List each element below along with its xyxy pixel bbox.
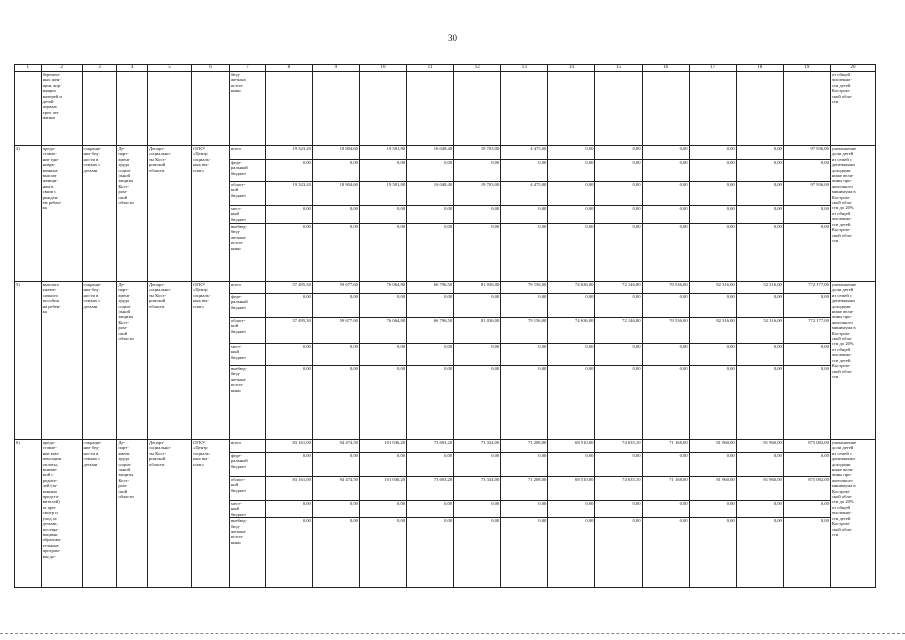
amount-cell: 0,00 xyxy=(736,224,783,282)
amount-cell: 0,00 xyxy=(359,160,406,182)
amount-cell: 0,00 xyxy=(265,344,312,366)
amount-cell: 0,00 xyxy=(454,344,501,366)
amount-cell: 0,00 xyxy=(501,501,548,518)
amount-cell: 81 036,00 xyxy=(454,318,501,344)
amount-cell: 97 936,00 xyxy=(783,182,830,206)
amount-cell: 0,00 xyxy=(783,453,830,477)
amount-cell: 0,00 xyxy=(689,501,736,518)
amount-cell: 73 334,00 xyxy=(454,440,501,453)
amount-cell: 0,00 xyxy=(407,206,454,224)
column-number-row xyxy=(15,65,876,72)
amount-cell: 71 208,00 xyxy=(501,477,548,501)
amount-cell: 0,00 xyxy=(689,518,736,588)
amount-cell: 0,00 xyxy=(595,344,642,366)
amount-cell: 59 677,60 xyxy=(312,318,359,344)
continued-row xyxy=(15,72,876,146)
target-indicator: уменьшение доли детей из семей с денежными доходами ниже вели- чины про- житочного минимума в Костром- ской обла- сти до 20% от общей численно- сти детей Костром- ской обла- сти xyxy=(830,440,875,588)
amount-cell: 19 323,20 xyxy=(265,146,312,160)
amount-cell: 0,00 xyxy=(265,224,312,282)
funding-source: област- ной бюджет xyxy=(229,477,265,501)
amount-cell: 0,00 xyxy=(407,344,454,366)
amount-cell: 772 177,00 xyxy=(783,282,830,294)
amount-cell: 0,00 xyxy=(501,206,548,224)
funding-source: внебюд- бюд- жетные источ- ники xyxy=(229,224,265,282)
amount-cell: 73 693,20 xyxy=(407,440,454,453)
amount-cell: 19 581,80 xyxy=(359,146,406,160)
amount-cell: 0,00 xyxy=(642,453,689,477)
executing-organization: ОГКУ «Центр социаль- ных вы- плат» xyxy=(192,282,230,440)
amount-cell: 0,00 xyxy=(642,182,689,206)
co-executor: Депарз- социально- ты Кост- ромской области xyxy=(148,146,192,282)
measure-index: 4) xyxy=(15,146,42,282)
funding-source: област- ной бюджет xyxy=(229,318,265,344)
amount-cell: 76 064,80 xyxy=(359,282,406,294)
column-number: 15 xyxy=(595,65,642,72)
amount-cell: 73 693,20 xyxy=(407,477,454,501)
amount-cell: 94 474,50 xyxy=(312,477,359,501)
amount-cell: 0,00 xyxy=(548,294,595,318)
amount-cell: 0,00 xyxy=(312,518,359,588)
amount-cell: 0,00 xyxy=(642,518,689,588)
continued-indicator: от общей численно- сти детей Костром- ской обла- сти xyxy=(830,72,875,146)
amount-cell: 74 636,00 xyxy=(548,318,595,344)
amount-cell: 94 474,50 xyxy=(312,440,359,453)
column-number: 14 xyxy=(548,65,595,72)
amount-cell: 0,00 xyxy=(642,294,689,318)
amount-cell: 57 495,30 xyxy=(265,282,312,294)
amount-cell: 0,00 xyxy=(689,224,736,282)
amount-cell: 0,00 xyxy=(642,224,689,282)
amount-cell: 0,00 xyxy=(312,344,359,366)
amount-cell: 0,00 xyxy=(642,146,689,160)
amount-cell: 0,00 xyxy=(312,206,359,224)
page-bottom-rule xyxy=(0,633,905,634)
amount-cell: 0,00 xyxy=(454,366,501,440)
amount-cell: 0,00 xyxy=(783,224,830,282)
amount-cell: 0,00 xyxy=(548,501,595,518)
amount-cell: 70 536,00 xyxy=(642,318,689,344)
column-number: 6 xyxy=(192,65,230,72)
column-number: 8 xyxy=(265,65,312,72)
column-number: 5 xyxy=(148,65,192,72)
amount-cell: 0,00 xyxy=(736,206,783,224)
amount-cell: 66 796,50 xyxy=(407,318,454,344)
amount-cell: 71 168,00 xyxy=(642,440,689,453)
amount-cell: 0,00 xyxy=(642,344,689,366)
amount-cell: 0,00 xyxy=(689,453,736,477)
amount-cell: 81 960,00 xyxy=(689,477,736,501)
amount-cell: 18 804,60 xyxy=(312,146,359,160)
amount-cell: 0,00 xyxy=(407,366,454,440)
amount-cell: 0,00 xyxy=(595,518,642,588)
funding-source: всего xyxy=(229,440,265,453)
funding-source: феде- ральный бюджет xyxy=(229,453,265,477)
amount-cell: 0,00 xyxy=(359,206,406,224)
target-indicator: уменьшение доли детей из семей с денежными доходами ниже вели- чины про- житочного минимума в Костром- ской обла- сти до 20% от общей численно- сти детей Костром- ской обла- сти xyxy=(830,282,875,440)
amount-cell: 0,00 xyxy=(736,453,783,477)
amount-cell: 0,00 xyxy=(407,294,454,318)
funding-source: мест- ный бюджет xyxy=(229,501,265,518)
amount-cell: 0,00 xyxy=(548,160,595,182)
amount-cell: 0,00 xyxy=(407,518,454,588)
amount-cell: 0,00 xyxy=(312,501,359,518)
funding-source: внебюд- бюд- жетные источ- ники xyxy=(229,518,265,588)
funding-source: внебюд- бюд- жетные источ- ники xyxy=(229,366,265,440)
amount-cell: 0,00 xyxy=(689,160,736,182)
amount-cell: 74 635,10 xyxy=(595,440,642,453)
amount-cell: 83 161,00 xyxy=(265,477,312,501)
amount-cell: 0,00 xyxy=(501,453,548,477)
funding-source: всего xyxy=(229,146,265,160)
amount-cell: 66 796,50 xyxy=(407,282,454,294)
amount-cell: 0,00 xyxy=(312,453,359,477)
responsible-agency: Де- парт- амент труда социа- льной защиты Кост- ром- ской области xyxy=(117,146,148,282)
amount-cell: 52 316,00 xyxy=(736,318,783,344)
amount-cell: 79 156,00 xyxy=(501,318,548,344)
amount-cell: 0,00 xyxy=(312,294,359,318)
amount-cell: 0,00 xyxy=(265,206,312,224)
amount-cell: 0,00 xyxy=(736,501,783,518)
amount-cell: 0,00 xyxy=(454,206,501,224)
amount-cell: 83 161,00 xyxy=(265,440,312,453)
amount-cell: 0,00 xyxy=(689,344,736,366)
column-number: 19 xyxy=(783,65,830,72)
column-number: 7 xyxy=(229,65,265,72)
amount-cell: 82 316,00 xyxy=(689,318,736,344)
amount-cell: 79 156,00 xyxy=(501,282,548,294)
amount-cell: 101 036,20 xyxy=(359,477,406,501)
amount-cell: 0,00 xyxy=(736,160,783,182)
amount-cell: 0,00 xyxy=(548,366,595,440)
funding-source: мест- ный бюджет xyxy=(229,206,265,224)
amount-cell: 0,00 xyxy=(454,501,501,518)
amount-cell: 0,00 xyxy=(736,366,783,440)
column-number: 18 xyxy=(736,65,783,72)
amount-cell: 0,00 xyxy=(783,344,830,366)
amount-cell: 0,00 xyxy=(689,182,736,206)
amount-cell: 52 316,00 xyxy=(736,282,783,294)
column-number: 9 xyxy=(312,65,359,72)
amount-cell: 0,00 xyxy=(454,160,501,182)
amount-cell: 19 323,20 xyxy=(265,182,312,206)
measure-row xyxy=(15,146,876,160)
amount-cell: 875 082,00 xyxy=(783,440,830,453)
amount-cell: 0,00 xyxy=(595,453,642,477)
amount-cell: 0,00 xyxy=(454,294,501,318)
amount-cell: 16 048,40 xyxy=(407,146,454,160)
measure-name: выплата ежеме- сячного пособия на ребен- ка xyxy=(41,282,82,440)
measure-name: предо- ставле- ние ком- пенсации оплаты, взимае- мой с родите- лей (за- конных предста- вителей) за при- смотр и уход за детьми, посеща- ющими образова- тельные програм- мы до- xyxy=(41,440,82,588)
amount-cell: 0,00 xyxy=(548,182,595,206)
amount-cell: 0,00 xyxy=(595,294,642,318)
page-number: 30 xyxy=(448,33,457,43)
amount-cell: 0,00 xyxy=(736,146,783,160)
executing-organization: ОГКУ «Центр социаль- ных вы- плат» xyxy=(192,146,230,282)
amount-cell: 0,00 xyxy=(265,518,312,588)
amount-cell: 0,00 xyxy=(736,344,783,366)
amount-cell: 0,00 xyxy=(642,366,689,440)
amount-cell: 0,00 xyxy=(407,160,454,182)
funding-source: област- ной бюджет xyxy=(229,182,265,206)
amount-cell: 0,00 xyxy=(595,182,642,206)
amount-cell: 72 146,80 xyxy=(595,318,642,344)
amount-cell: 81 960,00 xyxy=(689,440,736,453)
amount-cell: 0,00 xyxy=(501,344,548,366)
amount-cell: 0,00 xyxy=(265,366,312,440)
measure-goal: сокраще- ние бед- ности в семьях с детьми xyxy=(82,282,117,440)
amount-cell: 57 495,30 xyxy=(265,318,312,344)
column-number: 2 xyxy=(41,65,82,72)
column-number: 17 xyxy=(689,65,736,72)
amount-cell: 0,00 xyxy=(783,294,830,318)
amount-cell: 0,00 xyxy=(265,160,312,182)
amount-cell: 0,00 xyxy=(595,160,642,182)
amount-cell: 72 146,80 xyxy=(595,282,642,294)
funding-source: мест- ный бюджет xyxy=(229,344,265,366)
continued-measure-name: беремен- ных жен- щин, кор- мящих матерей и детей первых трех лет жизни xyxy=(41,72,82,146)
amount-cell: 0,00 xyxy=(548,146,595,160)
measure-goal: сокраще- ние бед- ности в семьях с детьми xyxy=(82,440,117,588)
amount-cell: 19 703,00 xyxy=(454,146,501,160)
amount-cell: 0,00 xyxy=(689,366,736,440)
amount-cell: 0,00 xyxy=(783,501,830,518)
amount-cell: 0,00 xyxy=(265,294,312,318)
amount-cell: 0,00 xyxy=(595,224,642,282)
amount-cell: 0,00 xyxy=(642,160,689,182)
amount-cell: 19 703,00 xyxy=(454,182,501,206)
amount-cell: 0,00 xyxy=(454,518,501,588)
amount-cell: 0,00 xyxy=(689,146,736,160)
amount-cell: 74 635,10 xyxy=(595,477,642,501)
amount-cell: 73 334,00 xyxy=(454,477,501,501)
amount-cell: 101 036,20 xyxy=(359,440,406,453)
amount-cell: 0,00 xyxy=(689,206,736,224)
continued-source: бюд- жетных источ- ники xyxy=(229,72,265,146)
amount-cell: 875 082,00 xyxy=(783,477,830,501)
amount-cell: 0,00 xyxy=(783,206,830,224)
amount-cell: 772 177,00 xyxy=(783,318,830,344)
measure-row xyxy=(15,440,876,453)
amount-cell: 19 581,80 xyxy=(359,182,406,206)
amount-cell: 0,00 xyxy=(548,224,595,282)
column-number: 11 xyxy=(407,65,454,72)
amount-cell: 97 936,00 xyxy=(783,146,830,160)
amount-cell: 0,00 xyxy=(265,501,312,518)
amount-cell: 0,00 xyxy=(359,224,406,282)
column-number: 16 xyxy=(642,65,689,72)
measure-name: предо- ставле- ние еди- новре- менных выплат женщи- нам в связи с рожден- ем ребен- ка xyxy=(41,146,82,282)
amount-cell: 0,00 xyxy=(312,160,359,182)
amount-cell: 0,00 xyxy=(501,518,548,588)
amount-cell: 0,00 xyxy=(689,294,736,318)
amount-cell: 0,00 xyxy=(501,294,548,318)
column-number: 1 xyxy=(15,65,42,72)
amount-cell: 0,00 xyxy=(359,366,406,440)
amount-cell: 0,00 xyxy=(548,206,595,224)
amount-cell: 0,00 xyxy=(783,518,830,588)
measure-index: 5) xyxy=(15,282,42,440)
column-number: 13 xyxy=(501,65,548,72)
amount-cell: 0,00 xyxy=(501,366,548,440)
amount-cell: 81 960,00 xyxy=(736,477,783,501)
amount-cell: 0,00 xyxy=(407,224,454,282)
column-number: 4 xyxy=(117,65,148,72)
amount-cell: 16 048,40 xyxy=(407,182,454,206)
amount-cell: 0,00 xyxy=(736,294,783,318)
amount-cell: 0,00 xyxy=(642,206,689,224)
column-number: 20 xyxy=(830,65,875,72)
amount-cell: 0,00 xyxy=(312,366,359,440)
amount-cell: 4 475,00 xyxy=(501,182,548,206)
amount-cell: 0,00 xyxy=(595,366,642,440)
column-number: 12 xyxy=(454,65,501,72)
responsible-agency: Де- парт- амент труда социа- льной защиты Кост- ром- ской области xyxy=(117,440,148,588)
responsible-agency: Де- парт- амент труда социа- льной защиты Кост- ром- ской области xyxy=(117,282,148,440)
amount-cell: 0,00 xyxy=(548,344,595,366)
measure-row xyxy=(15,282,876,294)
amount-cell: 81 036,00 xyxy=(454,282,501,294)
amount-cell: 0,00 xyxy=(407,501,454,518)
amount-cell: 68 510,00 xyxy=(548,477,595,501)
amount-cell: 0,00 xyxy=(642,501,689,518)
amount-cell: 0,00 xyxy=(783,160,830,182)
co-executor: Депарз- социально- ты Кост- ромской области xyxy=(148,282,192,440)
amount-cell: 76 064,80 xyxy=(359,318,406,344)
amount-cell: 71 168,00 xyxy=(642,477,689,501)
funding-source: феде- ральный бюджет xyxy=(229,160,265,182)
amount-cell: 0,00 xyxy=(359,344,406,366)
column-number: 3 xyxy=(82,65,117,72)
executing-organization: ОГКУ «Центр социаль- ных вы- плат» xyxy=(192,440,230,588)
amount-cell: 0,00 xyxy=(595,146,642,160)
amount-cell: 0,00 xyxy=(548,453,595,477)
amount-cell: 68 510,00 xyxy=(548,440,595,453)
amount-cell: 0,00 xyxy=(359,501,406,518)
amount-cell: 70 536,00 xyxy=(642,282,689,294)
amount-cell: 0,00 xyxy=(783,366,830,440)
amount-cell: 18 804,60 xyxy=(312,182,359,206)
amount-cell: 82 316,00 xyxy=(689,282,736,294)
funding-source: всего xyxy=(229,282,265,294)
amount-cell: 0,00 xyxy=(265,453,312,477)
amount-cell: 0,00 xyxy=(359,518,406,588)
column-number: 10 xyxy=(359,65,406,72)
amount-cell: 0,00 xyxy=(312,224,359,282)
amount-cell: 0,00 xyxy=(595,501,642,518)
budget-table xyxy=(14,64,876,588)
measure-index: 6) xyxy=(15,440,42,588)
amount-cell: 0,00 xyxy=(501,224,548,282)
amount-cell: 81 960,00 xyxy=(736,440,783,453)
amount-cell: 0,00 xyxy=(359,294,406,318)
amount-cell: 59 677,60 xyxy=(312,282,359,294)
amount-cell: 0,00 xyxy=(359,453,406,477)
amount-cell: 71 208,00 xyxy=(501,440,548,453)
amount-cell: 0,00 xyxy=(595,206,642,224)
amount-cell: 74 636,00 xyxy=(548,282,595,294)
amount-cell: 0,00 xyxy=(736,518,783,588)
amount-cell: 0,00 xyxy=(501,160,548,182)
amount-cell: 0,00 xyxy=(407,453,454,477)
measure-goal: сокраще- ние бед- ности в семьях с детьми xyxy=(82,146,117,282)
amount-cell: 0,00 xyxy=(454,453,501,477)
amount-cell: 0,00 xyxy=(736,182,783,206)
amount-cell: 0,00 xyxy=(454,224,501,282)
target-indicator: уменьшение доли детей из семей с денежными доходами ниже вели- чины про- житочного минимума в Костром- ской обла- сти до 20% от общей численно- сти детей Костром- ской обла- сти xyxy=(830,146,875,282)
funding-source: феде- ральный бюджет xyxy=(229,294,265,318)
co-executor: Депарз- социально- ты Кост- ромской области xyxy=(148,440,192,588)
amount-cell: 0,00 xyxy=(548,518,595,588)
amount-cell: 4 475,00 xyxy=(501,146,548,160)
